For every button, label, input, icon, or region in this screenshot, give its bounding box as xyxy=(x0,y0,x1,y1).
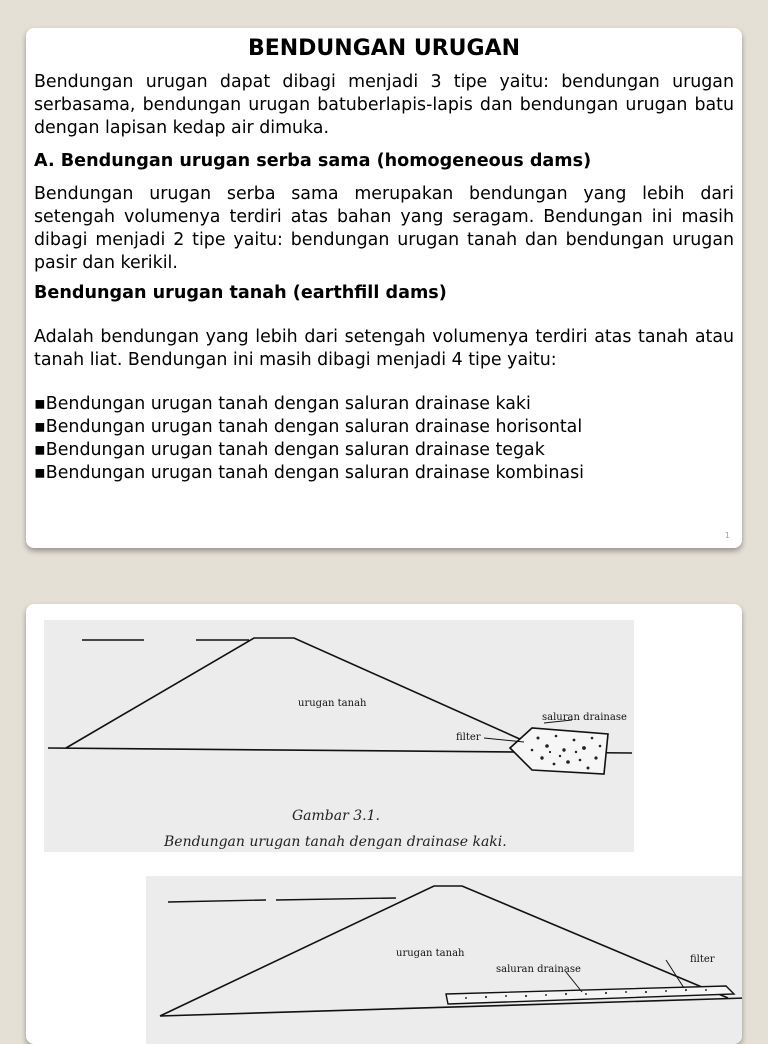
drain-blanket xyxy=(446,986,734,1004)
label-body: urugan tanah xyxy=(298,698,367,709)
section-a-paragraph: Bendungan urugan serba sama merupakan bendungan yang lebih dari setengah volumenya terdiri atas bahan yang seragam. Bendungan ini masih dibagi menjadi 2 tipe yaitu: bendungan urugan tanah dan bendungan urugan pasir dan kerikil. xyxy=(34,184,734,273)
figure-horizontal-drain xyxy=(146,876,742,1044)
label-drain: saluran drainase xyxy=(496,964,581,975)
caption-text: Bendungan urugan tanah dengan drainase kaki. xyxy=(164,834,507,850)
label-body: urugan tanah xyxy=(396,948,465,959)
water-line-segment xyxy=(276,898,396,900)
toe-drain-diagram xyxy=(44,620,634,852)
toe-drain-shape xyxy=(510,728,608,774)
earthfill-heading: Bendungan urugan tanah (earthfill dams) xyxy=(34,283,447,303)
caption-number: Gambar 3.1. xyxy=(292,808,380,824)
section-a-heading: A. Bendungan urugan serba sama (homogeneous dams) xyxy=(34,151,592,171)
figure-toe-drain xyxy=(44,620,634,852)
type-list xyxy=(34,393,734,485)
label-drain: saluran drainase xyxy=(542,712,627,723)
list-item: ▪Bendungan urugan tanah dengan saluran drainase horisontal xyxy=(34,417,583,437)
dam-profile xyxy=(66,638,522,748)
label-filter: filter xyxy=(690,954,715,965)
intro-paragraph: Bendungan urugan dapat dibagi menjadi 3 tipe yaitu: bendungan urugan serbasama, bendungan urugan batuberlapis-lapis dan bendungan urugan batu dengan lapisan kedap air dimuka. xyxy=(34,72,734,138)
drain-leader xyxy=(566,972,582,992)
list-item: ▪Bendungan urugan tanah dengan saluran drainase kaki xyxy=(34,394,531,414)
page-number: 1 xyxy=(724,531,730,540)
slide-title: BENDUNGAN URUGAN xyxy=(247,36,521,61)
label-filter: filter xyxy=(456,732,481,743)
slide-2 xyxy=(26,604,742,1044)
list-item: ▪Bendungan urugan tanah dengan saluran drainase kombinasi xyxy=(34,463,584,483)
list-item: ▪Bendungan urugan tanah dengan saluran drainase tegak xyxy=(34,440,545,460)
slide-1 xyxy=(26,28,742,548)
horizontal-drain-diagram xyxy=(146,876,742,1044)
earthfill-paragraph: Adalah bendungan yang lebih dari setengah volumenya terdiri atas tanah atau tanah liat. Bendungan ini masih dibagi menjadi 4 tipe yaitu: xyxy=(34,327,734,370)
filter-leader xyxy=(666,960,684,988)
upstream-water-line xyxy=(168,900,266,902)
